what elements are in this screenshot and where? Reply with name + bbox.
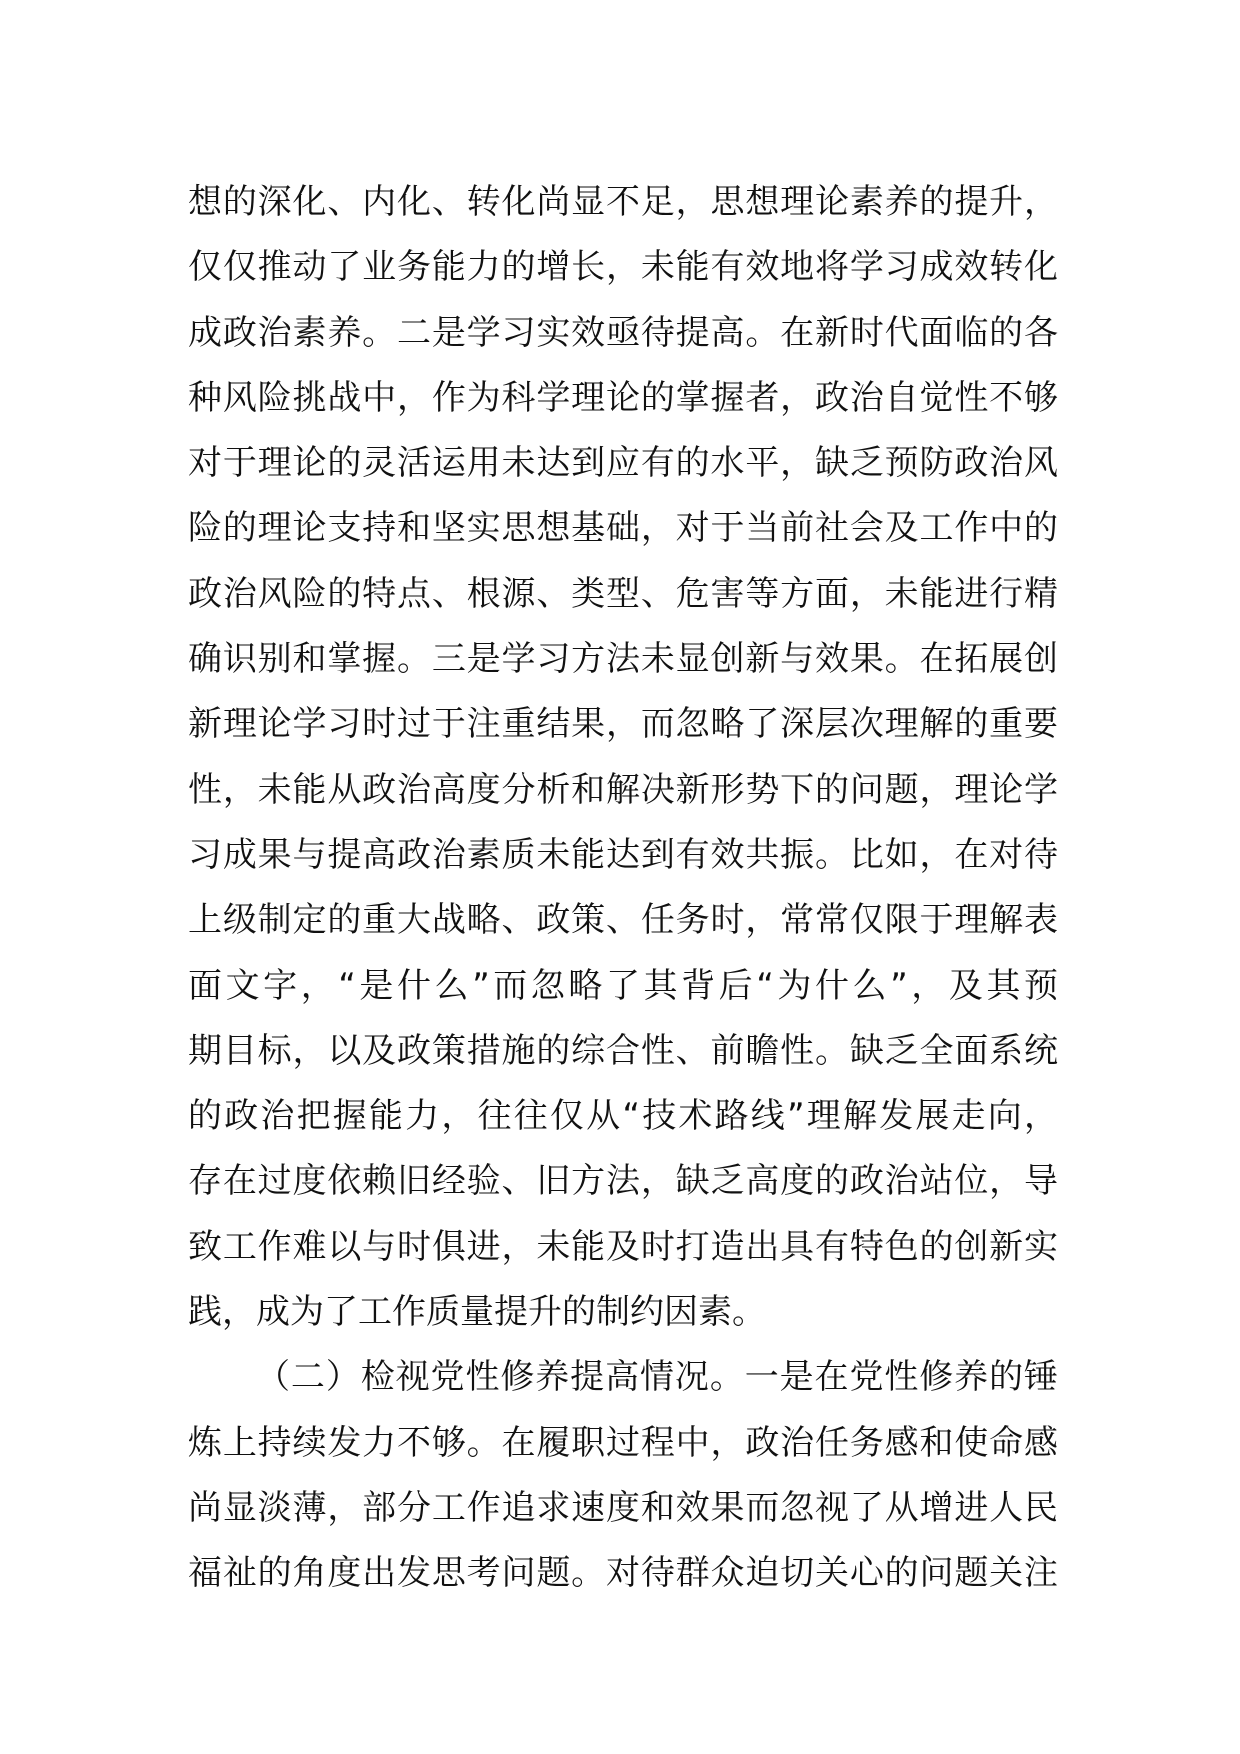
text-line: 政治风险的特点、根源、类型、危害等方面，未能进行精 [188,573,1058,614]
text-line: 确识别和掌握。三是学习方法未显创新与效果。在拓展创 [188,639,1058,680]
text-line: 仅仅推动了业务能力的增长，未能有效地将学习成效转化 [188,247,1058,288]
paragraph-end-line: 践，成为了工作质量提升的制约因素。 [188,1292,766,1333]
body-text [188,170,1058,1607]
text-line: 上级制定的重大战略、政策、任务时，常常仅限于理解表 [188,900,1058,941]
text-line: 致工作难以与时俱进，未能及时打造出具有特色的创新实 [188,1226,1058,1267]
text-line: 对于理论的灵活运用未达到应有的水平，缺乏预防政治风 [188,443,1058,484]
section-heading-line: （二）检视党性修养提高情况。一是在党性修养的锤 [256,1357,1058,1398]
text-line: 习成果与提高政治素质未能达到有效共振。比如，在对待 [188,834,1058,875]
text-line: 种风险挑战中，作为科学理论的掌握者，政治自觉性不够 [188,377,1058,418]
text-line: 的政治把握能力，往往仅从“技术路线”理解发展走向， [188,1096,1058,1137]
text-line: 炼上持续发力不够。在履职过程中，政治任务感和使命感 [188,1422,1058,1463]
text-line: 性，未能从政治高度分析和解决新形势下的问题，理论学 [188,769,1058,810]
text-line: 成政治素养。二是学习实效亟待提高。在新时代面临的各 [188,312,1058,353]
text-line: 想的深化、内化、转化尚显不足，思想理论素养的提升， [188,182,1058,222]
text-line: 期目标，以及政策措施的综合性、前瞻性。缺乏全面系统 [188,1030,1058,1071]
text-line: 福祉的角度出发思考问题。对待群众迫切关心的问题关注 [188,1553,1058,1594]
text-line: 尚显淡薄，部分工作追求速度和效果而忽视了从增进人民 [188,1487,1058,1528]
text-line: 存在过度依赖旧经验、旧方法，缺乏高度的政治站位，导 [188,1161,1058,1202]
text-line: 面文字，“是什么”而忽略了其背后“为什么”，及其预 [188,965,1058,1006]
text-line: 新理论学习时过于注重结果，而忽略了深层次理解的重要 [188,704,1058,745]
text-line: 险的理论支持和坚实思想基础，对于当前社会及工作中的 [188,508,1058,549]
